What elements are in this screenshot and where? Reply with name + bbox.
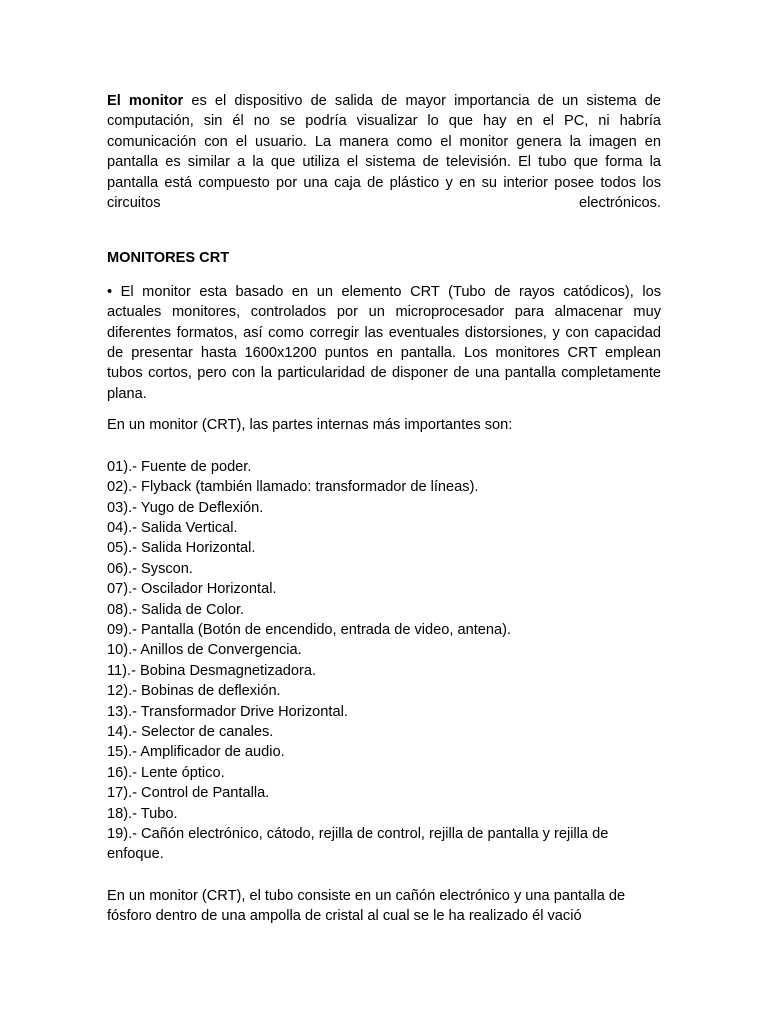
list-item: 15).- Amplificador de audio. <box>107 744 285 761</box>
list-item: 01).- Fuente de poder. <box>107 458 252 475</box>
list-item: 03).- Yugo de Deflexión. <box>107 499 264 516</box>
list-item: 16).- Lente óptico. <box>107 764 225 781</box>
list-item: 07).- Oscilador Horizontal. <box>107 581 277 598</box>
section-heading: MONITORES CRT <box>107 250 230 267</box>
list-item: 13).- Transformador Drive Horizontal. <box>107 703 348 720</box>
list-item: 17).- Control de Pantalla. <box>107 785 270 802</box>
list-item: 08).- Salida de Color. <box>107 601 245 618</box>
closing-paragraph: En un monitor (CRT), el tubo consiste en un cañón electrónico y una pantalla de fósforo dentro de una ampolla de cristal al cual se le ha realizado él vació <box>107 887 626 925</box>
list-item: 14).- Selector de canales. <box>107 723 274 740</box>
intro-paragraph <box>107 91 661 213</box>
list-item: 18).- Tubo. <box>107 805 178 822</box>
bullet-paragraph: • El monitor esta basado en un elemento CRT (Tubo de rayos catódicos), los actuales monitores, controlados por un microprocesador para almacenar muy diferentes formatos, así como corregir las eventuales distorsiones, y con capacidad de presentar hasta 1600x1200 puntos en pantalla. Los monitores CRT emplean tubos cortos, pero con la particularidad de disponer de una pantalla completamente plana. <box>107 283 661 402</box>
document-page <box>107 91 661 927</box>
list-item: 19).- Cañón electrónico, cátodo, rejilla de control, rejilla de pantalla y rejilla de enfoque. <box>107 826 609 863</box>
list-item: 11).- Bobina Desmagnetizadora. <box>107 662 317 679</box>
list-item: 10).- Anillos de Convergencia. <box>107 642 302 659</box>
list-item: 09).- Pantalla (Botón de encendido, entrada de video, antena). <box>107 621 512 638</box>
intro-bold-lead: El monitor <box>107 93 184 109</box>
list-item: 12).- Bobinas de deflexión. <box>107 683 281 700</box>
intro-text: es el dispositivo de salida de mayor importancia de un sistema de computación, sin él no se podría visualizar lo que hay en el PC, ni habría comunicación con el usuario. La manera como el monitor genera la imagen en pantalla es similar a la que utiliza el sistema de televisión. El tubo que forma la pantalla está compuesto por una caja de plástico y en su interior posee todos los circuitos electrónicos. <box>107 93 661 212</box>
list-intro: En un monitor (CRT), las partes internas más importantes son: <box>107 417 513 434</box>
list-item: 02).- Flyback (también llamado: transformador de líneas). <box>107 479 479 496</box>
list-item: 05).- Salida Horizontal. <box>107 540 256 557</box>
internal-parts-list <box>107 457 661 865</box>
list-item: 06).- Syscon. <box>107 560 193 577</box>
list-item: 04).- Salida Vertical. <box>107 519 238 536</box>
